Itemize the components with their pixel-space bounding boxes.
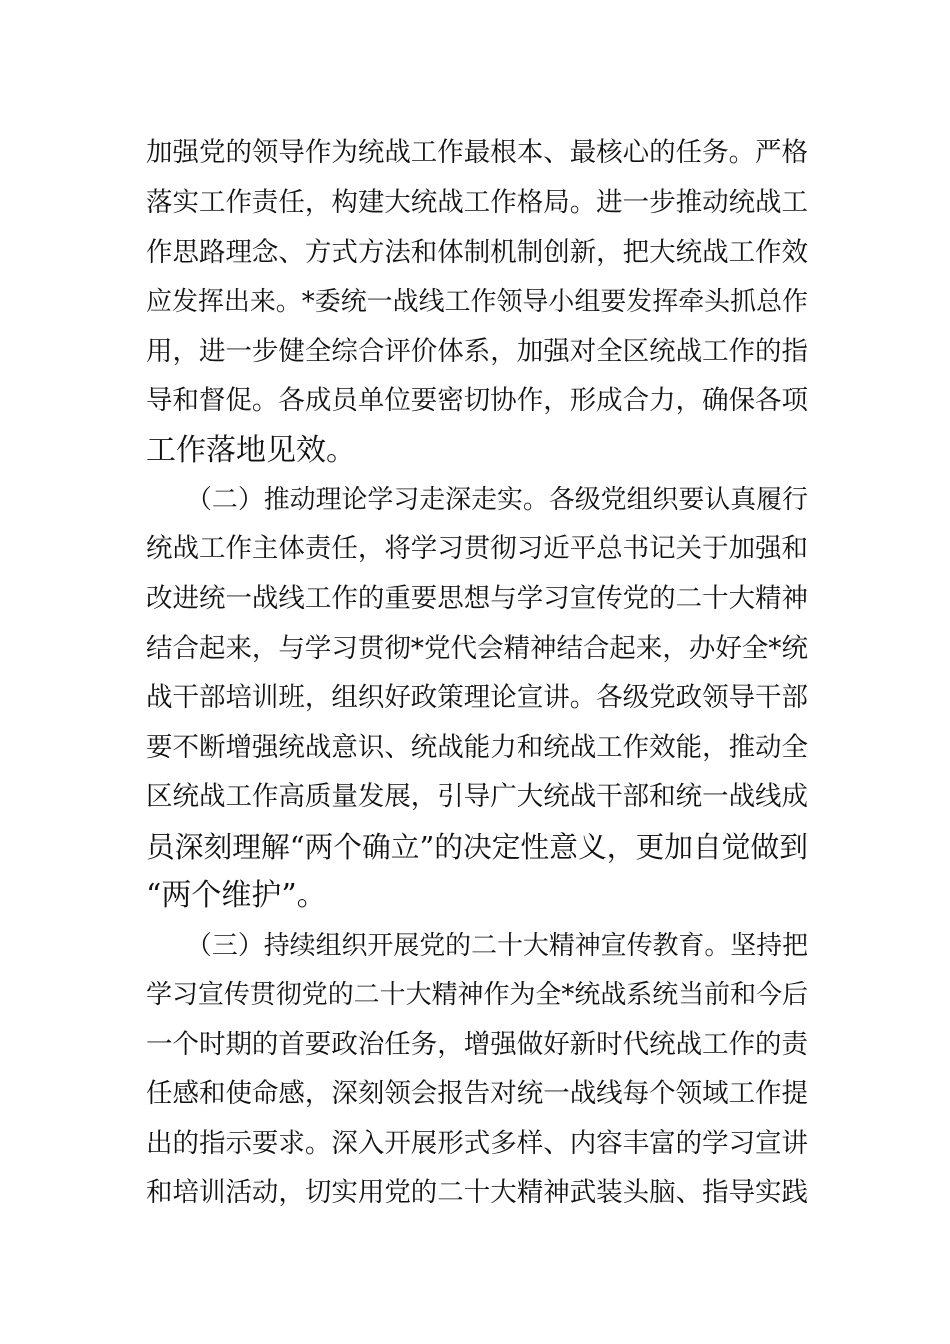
section-heading-line: （二）推动理论学习走深走实。各级党组织要认真履行 (186, 485, 808, 515)
text-line: 任感和使命感，深刻领会报告对统一战线每个领域工作提 (146, 1078, 808, 1109)
paragraph-end-line: “两个维护”。 (146, 878, 327, 913)
section-heading-line: （三）持续组织开展党的二十大精神宣传教育。坚持把 (186, 931, 808, 961)
text-line: 用，进一步健全综合评价体系，加强对全区统战工作的指 (146, 336, 808, 367)
paragraph-end-line: 工作落地见效。 (146, 433, 356, 468)
text-line: 一个时期的首要政治任务，增强做好新时代统战工作的责 (146, 1029, 808, 1060)
text-line: 出的指示要求。深入开展形式多样、内容丰富的学习宣讲 (146, 1128, 808, 1159)
text-line: 落实工作责任，构建大统战工作格局。进一步推动统战工 (146, 187, 808, 218)
text-line: 作思路理念、方式方法和体制机制创新，把大统战工作效 (146, 237, 808, 268)
text-line: 学习宣传贯彻党的二十大精神作为全*统战系统当前和今后 (146, 980, 808, 1010)
text-line: 统战工作主体责任，将学习贯彻习近平总书记关于加强和 (146, 533, 808, 564)
text-line: 和培训活动，切实用党的二十大精神武装头脑、指导实践 (146, 1177, 808, 1208)
text-line: 结合起来，与学习贯彻*党代会精神结合起来，办好全*统 (146, 633, 808, 664)
text-line: 导和督促。各成员单位要密切协作，形成合力，确保各项 (146, 385, 808, 416)
text-line: 区统战工作高质量发展，引导广大统战干部和统一战线成 (146, 781, 808, 812)
text-line: 战干部培训班，组织好政策理论宣讲。各级党政领导干部 (146, 682, 808, 713)
text-line: 要不断增强统战意识、统战能力和统战工作效能，推动全 (146, 732, 808, 763)
text-line: 改进统一战线工作的重要思想与学习宣传党的二十大精神 (146, 583, 808, 614)
text-line: 加强党的领导作为统战工作最根本、最核心的任务。严格 (146, 137, 808, 168)
text-line: 应发挥出来。*委统一战线工作领导小组要发挥牵头抓总作 (146, 287, 808, 317)
text-line: 员深刻理解“两个确立”的决定性意义，更加自觉做到 (146, 830, 808, 864)
